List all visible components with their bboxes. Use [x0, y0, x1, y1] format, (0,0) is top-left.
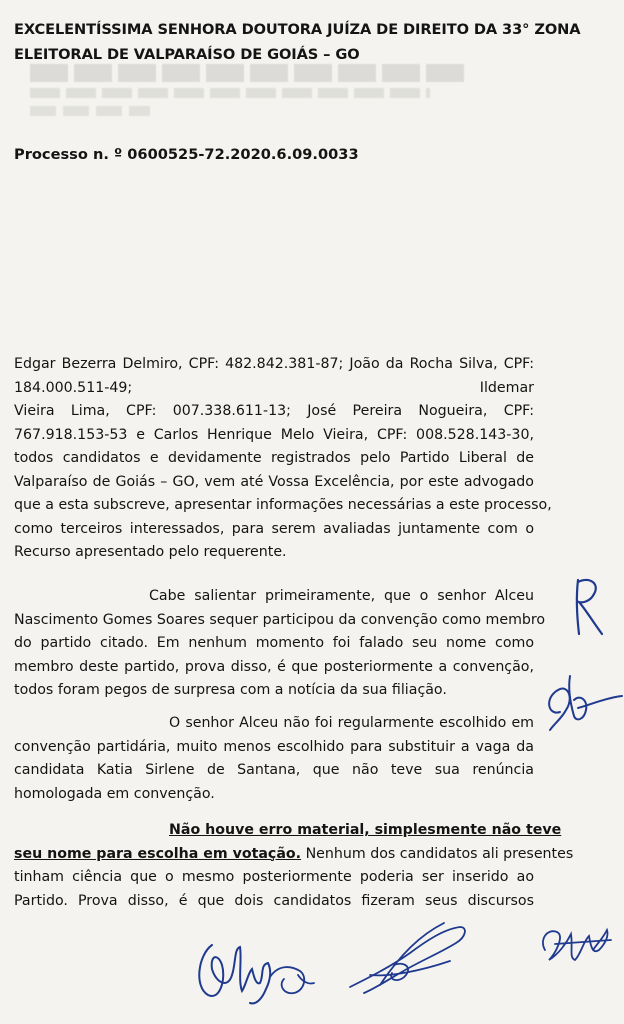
text-line: tinham ciência que o mesmo posteriormente poderia ser inserido ao [14, 869, 534, 885]
text-line: 767.918.153-53 e Carlos Henrique Melo Vieira, CPF: 008.528.143-30, [14, 426, 534, 443]
text-line [14, 819, 562, 843]
margin-rubric [540, 668, 624, 740]
text-line [14, 843, 574, 867]
text-line: todos candidatos e devidamente registrados pelo Partido Liberal de [14, 450, 534, 466]
signature-2 [340, 915, 480, 1005]
underlined-text: Não houve erro material, simplesmente não teve [169, 822, 562, 838]
paragraph-convention [14, 712, 534, 806]
header-line-1: EXCELENTÍSSIMA SENHORA DOUTORA JUÍZA DE DIREITO DA 33° ZONA [14, 21, 581, 38]
text-line: Partido. Prova disso, é que dois candidatos fizeram seus discursos [14, 892, 534, 909]
paragraph-no-error [14, 819, 574, 913]
margin-signature [535, 914, 615, 972]
signature-1 [190, 925, 320, 1015]
text-line: Edgar Bezerra Delmiro, CPF: 482.842.381-87; João da Rocha Silva, CPF: [14, 356, 534, 372]
text-line: todos foram pegos de surpresa com a notícia da sua filiação. [14, 682, 447, 698]
paragraph-alceu-participation [14, 585, 546, 703]
text-line [14, 377, 534, 401]
text-line: candidata Katia Sirlene de Santana, que não teve sua renúncia [14, 762, 534, 778]
text-fragment: Nenhum dos candidatos ali presentes [301, 845, 574, 862]
text-fragment: 184.000.511-49; [14, 379, 133, 396]
margin-initial-r [560, 572, 610, 642]
paragraph-parties [14, 353, 552, 565]
text-line: como terceiros interessados, para serem avaliadas juntamente com o [14, 520, 534, 537]
show-through-text [30, 64, 500, 116]
text-line: que a esta subscreve, apresentar informações necessárias a este processo, [14, 497, 552, 513]
text-line: Vieira Lima, CPF: 007.338.611-13; José Pereira Nogueira, CPF: [14, 403, 534, 419]
text-line: Recurso apresentado pelo requerente. [14, 544, 287, 560]
text-line: convenção partidária, muito menos escolhido para substituir a vaga da [14, 738, 534, 755]
text-line: do partido citado. Em nenhum momento foi falado seu nome como [14, 635, 534, 651]
text-line: O senhor Alceu não foi regularmente escolhido em [169, 715, 534, 731]
text-line: homologada em convenção. [14, 785, 215, 802]
text-fragment: Ildemar [479, 379, 534, 396]
addressee-header [14, 17, 581, 67]
process-number: Processo n. º 0600525-72.2020.6.09.0033 [14, 146, 359, 163]
underlined-text: seu nome para escolha em votação. [14, 845, 302, 862]
text-line: Valparaíso de Goiás – GO, vem até Vossa Excelência, por este advogado [14, 473, 534, 490]
text-line: membro deste partido, prova disso, é que posteriormente a convenção, [14, 658, 534, 675]
header-line-2: ELEITORAL DE VALPARAÍSO DE GOIÁS – GO [14, 46, 360, 63]
text-line: Cabe salientar primeiramente, que o senhor Alceu [149, 588, 534, 604]
text-line: Nascimento Gomes Soares sequer participou da convenção como membro [14, 611, 546, 628]
